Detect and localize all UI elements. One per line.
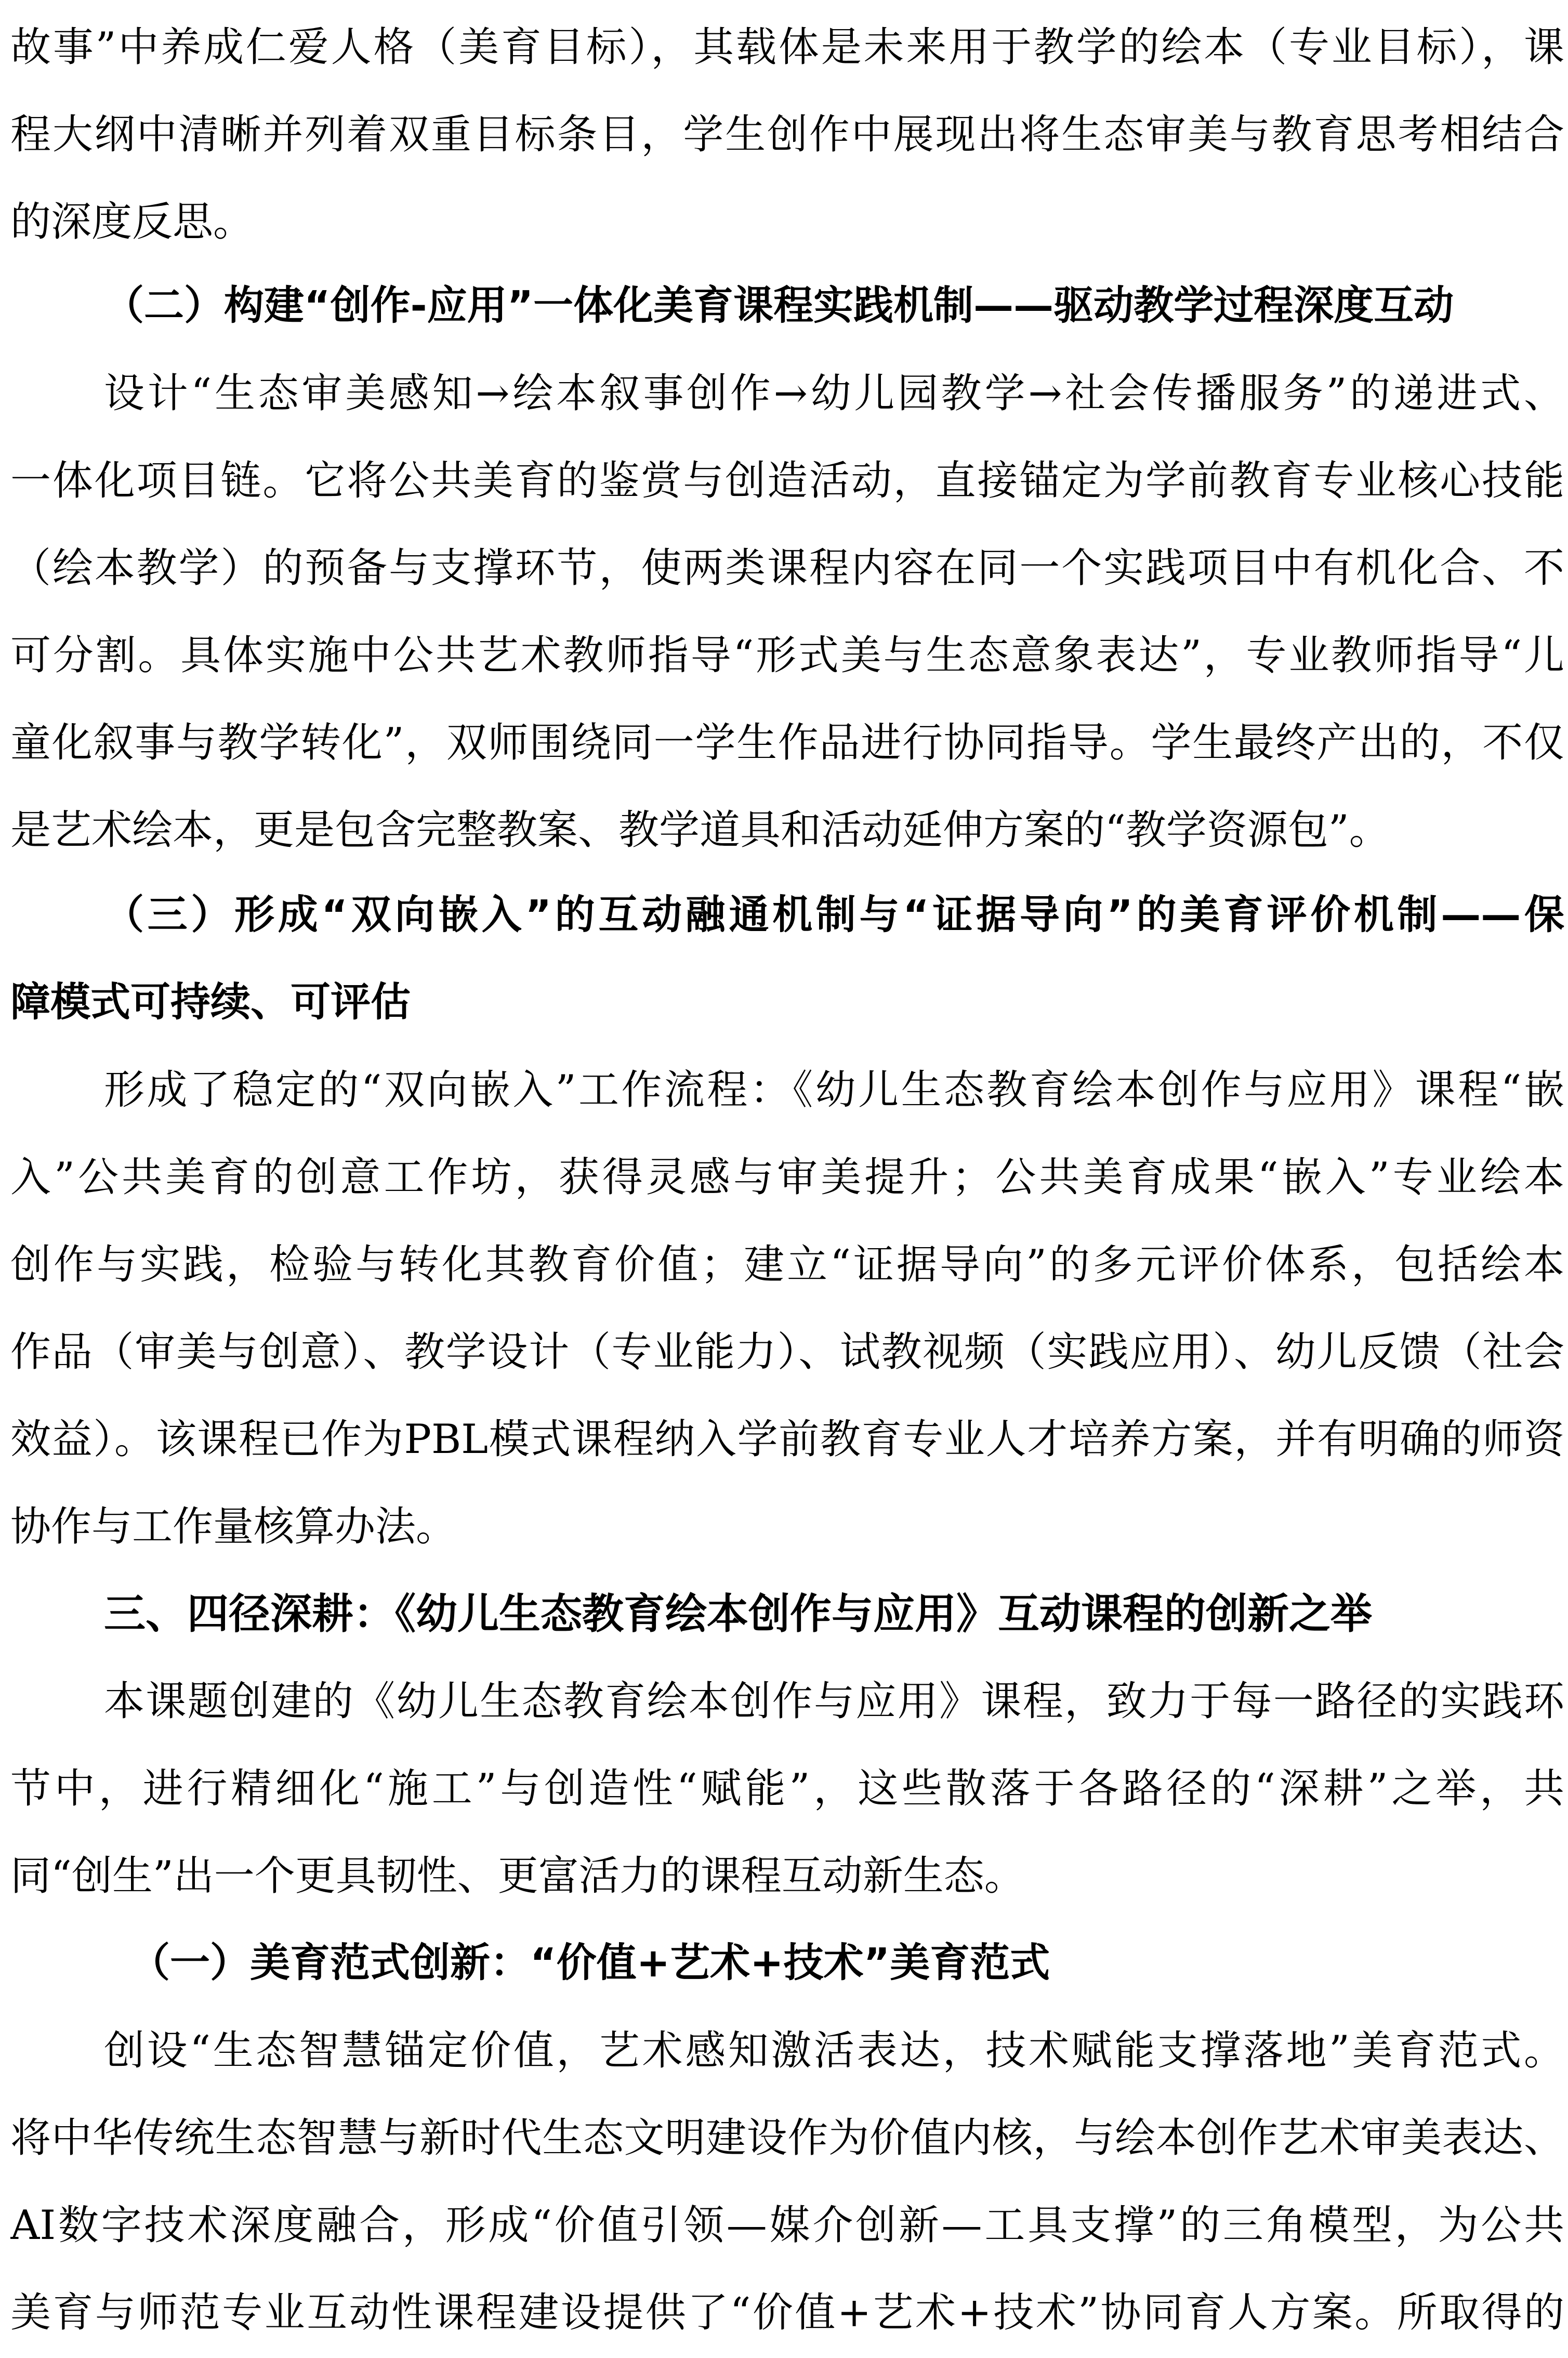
paragraph-line: 同“创生”出一个更具韧性、更富活力的课程互动新生态。 (10, 1853, 1025, 1900)
paragraph-line: 入”公共美育的创意工作坊，获得灵感与审美提升；公共美育成果“嵌入”专业绘本 (10, 1154, 1564, 1201)
document-page (10, 0, 1564, 2336)
paragraph-line: 程大纲中清晰并列着双重目标条目，学生创作中展现出将生态审美与教育思考相结合 (10, 111, 1564, 158)
paragraph-line: 将中华传统生态智慧与新时代生态文明建设作为价值内核，与绘本创作艺术审美表达、 (10, 2115, 1564, 2162)
section-heading: （二）构建“创作-应用”一体化美育课程实践机制——驱动教学过程深度互动 (104, 283, 1454, 329)
chapter-heading: 三、四径深耕：《幼儿生态教育绘本创作与应用》互动课程的创新之举 (104, 1590, 1372, 1638)
paragraph-line: 协作与工作量核算办法。 (10, 1503, 457, 1550)
paragraph-line: 是艺术绘本，更是包含完整教案、教学道具和活动延伸方案的“教学资源包”。 (10, 807, 1390, 854)
section-heading-continued: 障模式可持续、可评估 (10, 979, 411, 1026)
paragraph-line: 作品（审美与创意）、教学设计（专业能力）、试教视频（实践应用）、幼儿反馈（社会 (10, 1329, 1564, 1376)
paragraph-line: 可分割。具体实施中公共艺术教师指导“形式美与生态意象表达”，专业教师指导“儿 (10, 632, 1564, 679)
section-heading: （一）美育范式创新：“价值+艺术+技术”美育范式 (130, 1940, 1050, 1986)
paragraph-line: 效益）。该课程已作为PBL模式课程纳入学前教育专业人才培养方案，并有明确的师资 (10, 1416, 1564, 1463)
paragraph-line: 形成了稳定的“双向嵌入”工作流程：《幼儿生态教育绘本创作与应用》课程“嵌 (104, 1067, 1564, 1114)
paragraph-line: 美育与师范专业互动性课程建设提供了“价值+艺术+技术”协同育人方案。所取得的 (10, 2289, 1564, 2336)
paragraph-line: 一体化项目链。它将公共美育的鉴赏与创造活动，直接锚定为学前教育专业核心技能 (10, 457, 1564, 504)
paragraph-line: 童化叙事与教学转化”，双师围绕同一学生作品进行协同指导。学生最终产出的，不仅 (10, 719, 1564, 766)
paragraph-line: （绘本教学）的预备与支撑环节，使两类课程内容在同一个实践项目中有机化合、不 (10, 545, 1564, 592)
paragraph-line: 节中，进行精细化“施工”与创造性“赋能”，这些散落于各路径的“深耕”之举，共 (10, 1765, 1564, 1812)
paragraph-line: 的深度反思。 (10, 199, 254, 245)
paragraph-line: 故事”中养成仁爱人格（美育目标），其载体是未来用于教学的绘本（专业目标），课 (10, 24, 1564, 71)
section-heading: （三）形成“双向嵌入”的互动融通机制与“证据导向”的美育评价机制——保 (104, 892, 1564, 938)
paragraph-line: 设计“生态审美感知→绘本叙事创作→幼儿园教学→社会传播服务”的递进式、 (104, 370, 1564, 417)
paragraph-line: 创设“生态智慧锚定价值，艺术感知激活表达，技术赋能支撑落地”美育范式。 (104, 2027, 1564, 2074)
paragraph-line: 本课题创建的《幼儿生态教育绘本创作与应用》课程，致力于每一路径的实践环 (104, 1678, 1564, 1725)
paragraph-line: 创作与实践，检验与转化其教育价值；建立“证据导向”的多元评价体系，包括绘本 (10, 1241, 1564, 1288)
paragraph-line: AI数字技术深度融合，形成“价值引领—媒介创新—工具支撑”的三角模型，为公共 (10, 2202, 1564, 2249)
